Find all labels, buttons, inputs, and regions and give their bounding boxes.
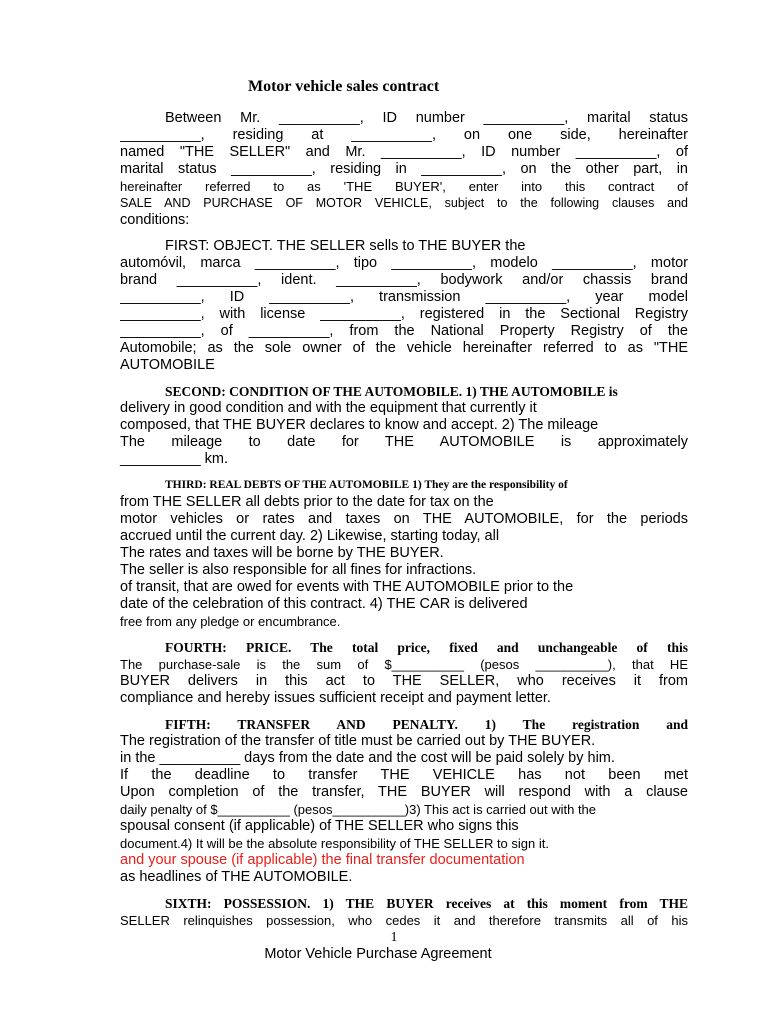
clause-heading: SECOND: CONDITION OF THE AUTOMOBILE. 1) THE AUTOMOBILE is [165,384,618,399]
paragraph-sixth-possession [120,895,688,929]
text-line: If the deadline to transfer THE VEHICLE has not been met [120,767,688,783]
text-line: marital status __________, residing in __________, on the other part, in [120,161,688,177]
paragraph-fifth-transfer [120,716,688,886]
text-line: motor vehicles or rates and taxes on THE AUTOMOBILE, for the periods [120,511,688,527]
paragraph-parties [120,110,688,229]
text-line: hereinafter referred to as 'THE BUYER', enter into this contract of [120,179,688,194]
text-line: BUYER delivers in this act to THE SELLER, who receives it from [120,673,688,689]
text-line: accrued until the current day. 2) Likewise, starting today, all [120,528,500,544]
text-line: SELLER relinquishes possession, who cedes it and therefore transmits all of his [120,913,688,928]
text-line: daily penalty of $__________ (pesos__________)3) This act is carried out with the [120,802,597,817]
text-line: __________, of __________, from the National Property Registry of the [120,323,688,339]
paragraph-third-debts [120,477,688,630]
text-line: free from any pledge or encumbrance. [120,614,341,629]
text-line: The seller is also responsible for all fines for infractions. [120,562,477,578]
paragraph-first-object [120,238,688,374]
text-line: Upon completion of the transfer, THE BUYER will respond with a clause [120,784,688,800]
text-line: SALE AND PURCHASE OF MOTOR VEHICLE, subject to the following clauses and [120,196,688,210]
text-line: as headlines of THE AUTOMOBILE. [120,869,353,885]
text-line: Between Mr. __________, ID number __________, marital status [165,110,688,126]
text-line: Automobile; as the sole owner of the vehicle hereinafter referred to as "THE [120,340,688,356]
text-line: composed, that THE BUYER declares to know and accept. 2) The mileage [120,417,599,433]
text-line: The mileage to date for THE AUTOMOBILE is approximately [120,434,688,450]
text-line: __________, with license __________, registered in the Sectional Registry [120,306,688,322]
text-line: automóvil, marca __________, tipo __________, modelo __________, motor [120,255,688,271]
text-line: named "THE SELLER" and Mr. __________, ID number __________, of [120,144,688,160]
clause-heading: THIRD: REAL DEBTS OF THE AUTOMOBILE 1) They are the responsibility of [165,479,568,491]
paragraph-fourth-price [120,639,688,707]
clause-heading: SIXTH: POSSESSION. 1) THE BUYER receives at this moment from THE [165,896,688,911]
text-line: in the __________ days from the date and the cost will be paid solely by him. [120,750,615,766]
text-line: The registration of the transfer of title must be carried out by THE BUYER. [120,733,596,749]
page-footer: Motor Vehicle Purchase Agreement [264,946,492,962]
clause-heading: FIFTH: TRANSFER AND PENALTY. 1) The registration and [165,717,688,732]
text-line: FIRST: OBJECT. THE SELLER sells to THE BUYER the [165,238,526,254]
highlighted-text-line: and your spouse (if applicable) the final transfer documentation [120,852,525,868]
text-line: AUTOMOBILE [120,357,215,373]
clause-heading: FOURTH: PRICE. The total price, fixed and unchangeable of this [165,640,688,655]
text-line: of transit, that are owed for events with THE AUTOMOBILE prior to the [120,579,574,595]
text-line: delivery in good condition and with the equipment that currently it [120,400,537,416]
text-line: brand __________, ident. __________, bodywork and/or chassis brand [120,272,688,288]
text-line: from THE SELLER all debts prior to the date for tax on the [120,494,494,510]
text-line: __________, residing at __________, on one side, hereinafter [120,127,688,143]
text-line: conditions: [120,212,190,228]
paragraph-second-condition [120,383,688,468]
text-line: spousal consent (if applicable) of THE SELLER who signs this [120,818,519,834]
text-line: The purchase-sale is the sum of $__________ (pesos __________), that HE [120,657,688,672]
text-line: The rates and taxes will be borne by THE BUYER. [120,545,444,561]
text-line: __________, ID __________, transmission __________, year model [120,289,688,305]
text-line: compliance and hereby issues sufficient receipt and payment letter. [120,690,551,706]
document-title: Motor vehicle sales contract [248,78,440,95]
text-line: __________ km. [120,451,229,467]
document-body [120,110,688,929]
text-line: date of the celebration of this contract. 4) THE CAR is delivered [120,596,528,612]
page-number: 1 [390,930,398,945]
text-line: document.4) It will be the absolute responsibility of THE SELLER to sign it. [120,836,549,851]
